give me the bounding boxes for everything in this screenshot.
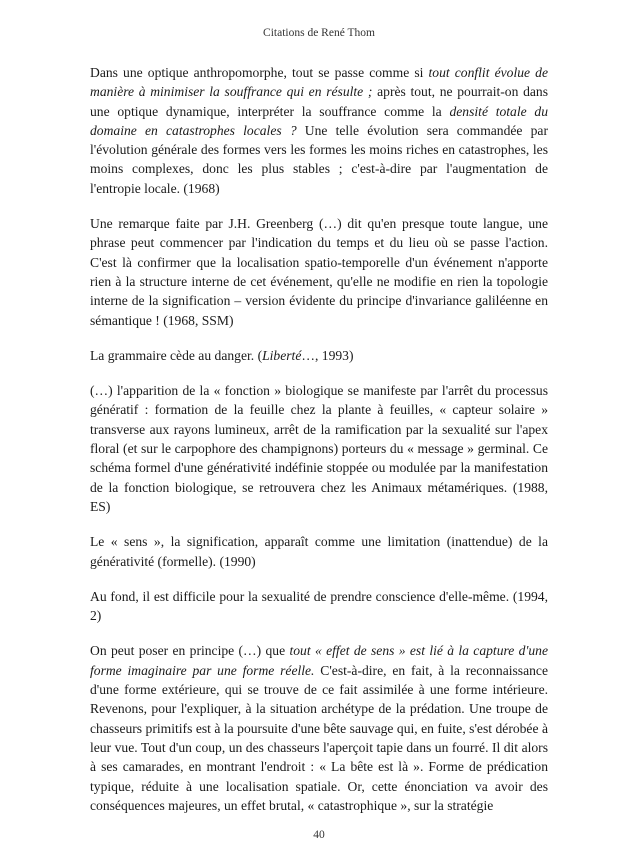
text-run: …, 1993) [301,347,354,363]
text-run: Au fond, il est difficile pour la sexualité de prendre conscience d'elle-même. (1994, 2) [90,588,548,624]
italic-text: densité totale du domaine en catastrophes locales ? [90,103,548,138]
paragraph [90,346,548,365]
paragraph [90,63,548,198]
italic-text: tout « effet de sens » est lié à la capture d'une forme imaginaire par une forme réelle. [90,643,548,678]
paragraph [90,532,548,571]
text-run: La grammaire cède au danger. ( [90,347,263,363]
text-run: Une telle évolution sera commandée par l'évolution générale des formes vers les formes les moins riches en catastrophes, les moins complexes, donc les plus stables ; c'est-à-dire par l'augmentation de l'entropie locale. (1968) [90,122,548,196]
paragraph [90,587,548,626]
page-footer [0,829,638,841]
text-run: après tout, ne pourrait-on dans une optique dynamique, interpréter la souffrance comme la [90,84,548,119]
paragraph [90,214,548,330]
page-body [90,63,548,831]
italic-text: tout conflit évolue de manière à minimiser la souffrance qui en résulte ; [90,65,548,100]
header-title: Citations de René Thom [263,27,375,39]
text-run: Une remarque faite par J.H. Greenberg (…) dit qu'en presque toute langue, une phrase peut commencer par l'indication du temps et du lieu où se passe l'action. C'est là confirmer que la localisation spatio-temporelle d'un événement n'apporte rien à la structure interne de cet événement, qu'elle ne modifie en rien la topologie interne de la signification – version évidente du principe d'invariance galiléenne en sémantique ! (1968, SSM) [90,216,548,328]
text-run: C'est-à-dire, en fait, à la reconnaissance d'une forme extérieure, qui se trouve de ce fait assimilée à une forme intérieure. Revenons, pour l'expliquer, à la situation archétype de la prédation. Une troupe de chasseurs primitifs est à la poursuite d'une bête sauvage qui, en fuite, s'est dérobée à leur vue. Tout d'un coup, un des chasseurs l'aperçoit tapie dans un fourré. Il dit alors à ses camarades, en montrant l'endroit : « La bête est là ». Forme de prédication typique, réduite à une localisation spatiale. Or, cette énonciation va avoir des conséquences majeures, un effet brutal, « catastrophique », sur la stratégie [90,662,548,813]
text-run: On peut poser en principe (…) que [90,643,290,659]
page-number: 40 [313,829,325,841]
text-run: Le « sens », la signification, apparaît comme une limitation (inattendue) de la générativité (formelle). (1990) [90,534,548,569]
italic-text: Liberté [262,347,302,363]
paragraph [90,641,548,815]
paragraph [90,381,548,516]
page-header [0,27,638,39]
text-run: Dans une optique anthropomorphe, tout se passe comme si [90,65,429,80]
text-run: (…) l'apparition de la « fonction » biologique se manifeste par l'arrêt du processus génératif : formation de la feuille chez la plante à feuilles, « capteur solaire » transverse aux rayons lumineux, arrêt de la ramification par la sexualité sur l'apex floral (et sur le carpophore des champignons) porteurs du « message » germinal. Ce schéma formel d'une générativité indéfinie stoppée ou modulée par la manifestation de la fonction biologique, se retrouvera chez les Animaux métamériques. (1988, ES) [90,383,548,514]
